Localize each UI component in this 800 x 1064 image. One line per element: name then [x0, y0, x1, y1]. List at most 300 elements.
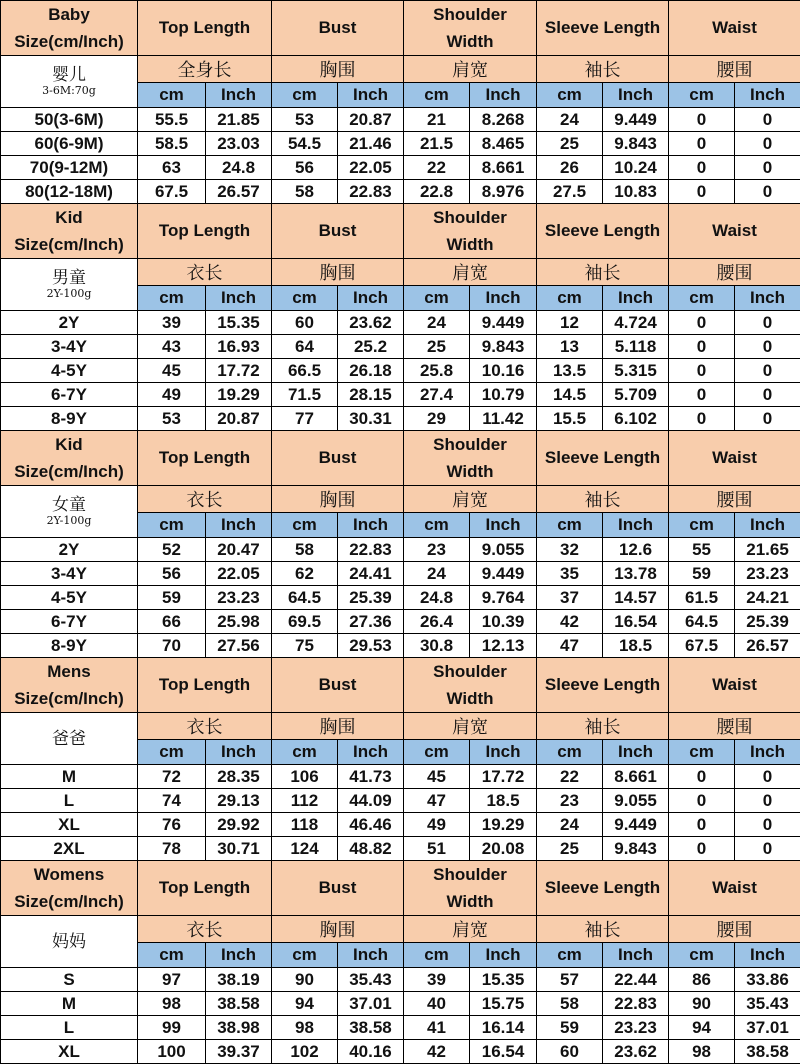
section-label-top: Baby [48, 5, 90, 24]
size-name-cell: 6-7Y [1, 610, 138, 634]
table-row [1, 359, 800, 383]
section-header-row [1, 1, 800, 56]
measurement-cell: 58.5 [138, 132, 206, 156]
measurement-cell: 56 [138, 562, 206, 586]
measurement-cell: 0 [669, 132, 735, 156]
measurement-cell: 28.35 [206, 765, 272, 789]
section-header-row [1, 861, 800, 916]
measurement-cell: 9.843 [470, 335, 537, 359]
measurement-cell: 0 [669, 108, 735, 132]
section-size-label [1, 204, 138, 259]
measurement-cell: 52 [138, 538, 206, 562]
section-chinese-row [1, 713, 800, 740]
measurement-cell: 47 [537, 634, 603, 658]
size-name-cell: M [1, 765, 138, 789]
measurement-cell: 19.29 [206, 383, 272, 407]
chinese-column-header: 全身长 [138, 56, 272, 83]
measurement-cell: 38.58 [206, 992, 272, 1016]
section-sub-label-weight: 2Y-100g [46, 286, 92, 300]
measurement-cell: 5.315 [603, 359, 669, 383]
unit-cell: cm [272, 513, 338, 538]
measurement-cell: 66 [138, 610, 206, 634]
measurement-cell: 118 [272, 813, 338, 837]
size-name-cell: 8-9Y [1, 407, 138, 431]
chinese-column-header: 腰围 [669, 916, 800, 943]
measurement-cell: 20.08 [470, 837, 537, 861]
column-header: Top Length [138, 861, 272, 916]
chinese-column-header: 衣长 [138, 713, 272, 740]
section-sub-label [1, 713, 138, 765]
chinese-column-header: 腰围 [669, 486, 800, 513]
measurement-cell: 24.41 [338, 562, 404, 586]
chinese-column-header: 袖长 [537, 713, 669, 740]
measurement-cell: 14.5 [537, 383, 603, 407]
measurement-cell: 0 [735, 335, 800, 359]
table-row [1, 156, 800, 180]
measurement-cell: 44.09 [338, 789, 404, 813]
unit-cell: Inch [603, 740, 669, 765]
section-label-bottom: Size(cm/Inch) [14, 235, 124, 254]
measurement-cell: 62 [272, 562, 338, 586]
measurement-cell: 24.8 [206, 156, 272, 180]
section-sub-label-text: 婴儿 [52, 64, 86, 85]
measurement-cell: 23.62 [603, 1040, 669, 1064]
chinese-column-header: 衣长 [138, 916, 272, 943]
chinese-column-header: 衣长 [138, 486, 272, 513]
measurement-cell: 25.39 [338, 586, 404, 610]
measurement-cell: 29.92 [206, 813, 272, 837]
section-label-bottom: Size(cm/Inch) [14, 689, 124, 708]
measurement-cell: 30.31 [338, 407, 404, 431]
measurement-cell: 58 [272, 180, 338, 204]
measurement-cell: 37.01 [338, 992, 404, 1016]
column-header [404, 204, 537, 259]
measurement-cell: 16.54 [470, 1040, 537, 1064]
measurement-cell: 9.764 [470, 586, 537, 610]
measurement-cell: 0 [735, 156, 800, 180]
column-header: Top Length [138, 658, 272, 713]
table-row [1, 610, 800, 634]
table-row [1, 1016, 800, 1040]
table-row [1, 180, 800, 204]
measurement-cell: 75 [272, 634, 338, 658]
section-sub-label [1, 56, 138, 108]
measurement-cell: 22.83 [603, 992, 669, 1016]
measurement-cell: 9.055 [603, 789, 669, 813]
measurement-cell: 39.37 [206, 1040, 272, 1064]
measurement-cell: 16.14 [470, 1016, 537, 1040]
size-name-cell: 3-4Y [1, 335, 138, 359]
unit-cell: cm [537, 513, 603, 538]
measurement-cell: 53 [272, 108, 338, 132]
measurement-cell: 27.5 [537, 180, 603, 204]
unit-cell: Inch [338, 740, 404, 765]
size-name-cell: 2Y [1, 538, 138, 562]
column-header: Waist [669, 431, 800, 486]
measurement-cell: 10.24 [603, 156, 669, 180]
unit-cell: Inch [735, 943, 800, 968]
table-row [1, 538, 800, 562]
measurement-cell: 0 [735, 359, 800, 383]
measurement-cell: 59 [537, 1016, 603, 1040]
measurement-cell: 12 [537, 311, 603, 335]
chinese-column-header: 袖长 [537, 486, 669, 513]
measurement-cell: 72 [138, 765, 206, 789]
measurement-cell: 9.055 [470, 538, 537, 562]
unit-cell: cm [404, 740, 470, 765]
measurement-cell: 90 [669, 992, 735, 1016]
measurement-cell: 23.62 [338, 311, 404, 335]
measurement-cell: 10.39 [470, 610, 537, 634]
column-header: Bust [272, 658, 404, 713]
measurement-cell: 69.5 [272, 610, 338, 634]
measurement-cell: 37 [537, 586, 603, 610]
unit-cell: cm [537, 286, 603, 311]
unit-cell: cm [138, 740, 206, 765]
measurement-cell: 0 [669, 335, 735, 359]
section-label-top: Kid [55, 208, 83, 227]
measurement-cell: 26.18 [338, 359, 404, 383]
section-label-bottom: Size(cm/Inch) [14, 462, 124, 481]
measurement-cell: 55 [669, 538, 735, 562]
measurement-cell: 71.5 [272, 383, 338, 407]
measurement-cell: 33.86 [735, 968, 800, 992]
measurement-cell: 9.449 [470, 562, 537, 586]
measurement-cell: 8.661 [470, 156, 537, 180]
measurement-cell: 0 [735, 407, 800, 431]
measurement-cell: 24 [537, 813, 603, 837]
unit-cell: Inch [735, 83, 800, 108]
measurement-cell: 26.57 [206, 180, 272, 204]
measurement-cell: 42 [404, 1040, 470, 1064]
measurement-cell: 98 [272, 1016, 338, 1040]
measurement-cell: 0 [669, 180, 735, 204]
measurement-cell: 10.79 [470, 383, 537, 407]
measurement-cell: 38.58 [338, 1016, 404, 1040]
section-label-top: Mens [47, 662, 91, 681]
measurement-cell: 76 [138, 813, 206, 837]
section-label-bottom: Size(cm/Inch) [14, 892, 124, 911]
unit-cell: Inch [206, 286, 272, 311]
section-chinese-row [1, 916, 800, 943]
size-name-cell: L [1, 789, 138, 813]
column-header-line: Shoulder [433, 208, 507, 227]
column-header: Sleeve Length [537, 1, 669, 56]
measurement-cell: 35.43 [338, 968, 404, 992]
measurement-cell: 13.78 [603, 562, 669, 586]
measurement-cell: 27.56 [206, 634, 272, 658]
column-header-line: Width [446, 892, 494, 911]
section-sub-label-weight: 3-6M:70g [42, 83, 96, 97]
unit-cell: Inch [338, 943, 404, 968]
unit-cell: Inch [338, 286, 404, 311]
chinese-column-header: 衣长 [138, 259, 272, 286]
measurement-cell: 9.449 [603, 813, 669, 837]
section-size-label [1, 431, 138, 486]
unit-cell: Inch [338, 513, 404, 538]
measurement-cell: 23.23 [735, 562, 800, 586]
measurement-cell: 0 [735, 813, 800, 837]
unit-cell: cm [138, 286, 206, 311]
measurement-cell: 112 [272, 789, 338, 813]
measurement-cell: 17.72 [206, 359, 272, 383]
size-name-cell: 8-9Y [1, 634, 138, 658]
size-name-cell: 2XL [1, 837, 138, 861]
column-header: Sleeve Length [537, 431, 669, 486]
measurement-cell: 0 [669, 359, 735, 383]
section-header-row [1, 658, 800, 713]
table-row [1, 586, 800, 610]
size-name-cell: L [1, 1016, 138, 1040]
section-sub-label [1, 259, 138, 311]
section-label-top: Womens [33, 865, 105, 884]
measurement-cell: 61.5 [669, 586, 735, 610]
unit-cell: Inch [206, 943, 272, 968]
measurement-cell: 23.03 [206, 132, 272, 156]
unit-cell: Inch [735, 513, 800, 538]
chinese-column-header: 腰围 [669, 259, 800, 286]
table-row [1, 968, 800, 992]
measurement-cell: 0 [735, 108, 800, 132]
measurement-cell: 0 [735, 789, 800, 813]
measurement-cell: 23.23 [603, 1016, 669, 1040]
measurement-cell: 47 [404, 789, 470, 813]
measurement-cell: 25 [537, 132, 603, 156]
measurement-cell: 98 [669, 1040, 735, 1064]
measurement-cell: 0 [735, 311, 800, 335]
measurement-cell: 15.35 [470, 968, 537, 992]
size-name-cell: 2Y [1, 311, 138, 335]
measurement-cell: 0 [735, 383, 800, 407]
measurement-cell: 6.102 [603, 407, 669, 431]
measurement-cell: 0 [669, 156, 735, 180]
unit-cell: cm [537, 83, 603, 108]
measurement-cell: 41 [404, 1016, 470, 1040]
table-row [1, 992, 800, 1016]
unit-cell: cm [404, 83, 470, 108]
measurement-cell: 38.19 [206, 968, 272, 992]
measurement-cell: 30.71 [206, 837, 272, 861]
measurement-cell: 22.44 [603, 968, 669, 992]
table-row [1, 132, 800, 156]
measurement-cell: 29.13 [206, 789, 272, 813]
measurement-cell: 0 [669, 407, 735, 431]
measurement-cell: 46.46 [338, 813, 404, 837]
unit-cell: cm [138, 513, 206, 538]
size-name-cell: 50(3-6M) [1, 108, 138, 132]
measurement-cell: 40 [404, 992, 470, 1016]
measurement-cell: 14.57 [603, 586, 669, 610]
unit-cell: Inch [470, 286, 537, 311]
measurement-cell: 45 [404, 765, 470, 789]
measurement-cell: 27.4 [404, 383, 470, 407]
unit-cell: cm [272, 943, 338, 968]
measurement-cell: 22.05 [206, 562, 272, 586]
measurement-cell: 77 [272, 407, 338, 431]
chinese-column-header: 肩宽 [404, 56, 537, 83]
column-header: Top Length [138, 431, 272, 486]
measurement-cell: 78 [138, 837, 206, 861]
measurement-cell: 10.83 [603, 180, 669, 204]
measurement-cell: 20.87 [206, 407, 272, 431]
measurement-cell: 48.82 [338, 837, 404, 861]
measurement-cell: 25.98 [206, 610, 272, 634]
column-header-line: Shoulder [433, 435, 507, 454]
measurement-cell: 8.268 [470, 108, 537, 132]
chinese-column-header: 腰围 [669, 56, 800, 83]
measurement-cell: 24 [404, 562, 470, 586]
measurement-cell: 38.58 [735, 1040, 800, 1064]
chinese-column-header: 肩宽 [404, 486, 537, 513]
measurement-cell: 64.5 [272, 586, 338, 610]
chinese-column-header: 胸围 [272, 916, 404, 943]
table-row [1, 108, 800, 132]
measurement-cell: 74 [138, 789, 206, 813]
table-row [1, 1040, 800, 1064]
measurement-cell: 0 [669, 311, 735, 335]
measurement-cell: 124 [272, 837, 338, 861]
measurement-cell: 0 [669, 383, 735, 407]
measurement-cell: 58 [537, 992, 603, 1016]
measurement-cell: 21.5 [404, 132, 470, 156]
measurement-cell: 53 [138, 407, 206, 431]
table-row [1, 837, 800, 861]
measurement-cell: 21.85 [206, 108, 272, 132]
size-name-cell: 70(9-12M) [1, 156, 138, 180]
measurement-cell: 102 [272, 1040, 338, 1064]
measurement-cell: 20.47 [206, 538, 272, 562]
measurement-cell: 56 [272, 156, 338, 180]
measurement-cell: 25.2 [338, 335, 404, 359]
measurement-cell: 26.4 [404, 610, 470, 634]
table-row [1, 789, 800, 813]
unit-cell: cm [669, 83, 735, 108]
measurement-cell: 57 [537, 968, 603, 992]
unit-cell: cm [669, 740, 735, 765]
unit-cell: cm [404, 286, 470, 311]
measurement-cell: 64 [272, 335, 338, 359]
measurement-cell: 59 [669, 562, 735, 586]
measurement-cell: 97 [138, 968, 206, 992]
measurement-cell: 67.5 [138, 180, 206, 204]
measurement-cell: 22 [404, 156, 470, 180]
measurement-cell: 39 [138, 311, 206, 335]
section-size-label [1, 861, 138, 916]
measurement-cell: 15.75 [470, 992, 537, 1016]
table-row [1, 311, 800, 335]
unit-cell: Inch [603, 943, 669, 968]
measurement-cell: 58 [272, 538, 338, 562]
measurement-cell: 30.8 [404, 634, 470, 658]
measurement-cell: 9.843 [603, 837, 669, 861]
measurement-cell: 0 [669, 789, 735, 813]
measurement-cell: 24 [404, 311, 470, 335]
measurement-cell: 94 [669, 1016, 735, 1040]
measurement-cell: 22.83 [338, 180, 404, 204]
measurement-cell: 15.5 [537, 407, 603, 431]
section-chinese-row [1, 56, 800, 83]
measurement-cell: 54.5 [272, 132, 338, 156]
measurement-cell: 29.53 [338, 634, 404, 658]
measurement-cell: 24.21 [735, 586, 800, 610]
column-header: Waist [669, 204, 800, 259]
section-sub-label-weight: 2Y-100g [46, 513, 92, 527]
column-header: Bust [272, 1, 404, 56]
measurement-cell: 28.15 [338, 383, 404, 407]
table-row [1, 383, 800, 407]
measurement-cell: 5.118 [603, 335, 669, 359]
measurement-cell: 11.42 [470, 407, 537, 431]
chinese-column-header: 袖长 [537, 916, 669, 943]
column-header: Waist [669, 658, 800, 713]
column-header: Sleeve Length [537, 204, 669, 259]
column-header [404, 1, 537, 56]
chinese-column-header: 肩宽 [404, 713, 537, 740]
measurement-cell: 35.43 [735, 992, 800, 1016]
measurement-cell: 26 [537, 156, 603, 180]
size-name-cell: 3-4Y [1, 562, 138, 586]
column-header-line: Shoulder [433, 662, 507, 681]
measurement-cell: 35 [537, 562, 603, 586]
measurement-cell: 16.93 [206, 335, 272, 359]
section-sub-label [1, 916, 138, 968]
measurement-cell: 23 [537, 789, 603, 813]
measurement-cell: 63 [138, 156, 206, 180]
unit-cell: cm [272, 740, 338, 765]
measurement-cell: 64.5 [669, 610, 735, 634]
size-name-cell: 6-7Y [1, 383, 138, 407]
unit-cell: cm [272, 286, 338, 311]
chinese-column-header: 胸围 [272, 713, 404, 740]
measurement-cell: 18.5 [603, 634, 669, 658]
measurement-cell: 9.843 [603, 132, 669, 156]
chinese-column-header: 袖长 [537, 259, 669, 286]
column-header: Top Length [138, 1, 272, 56]
column-header: Top Length [138, 204, 272, 259]
column-header: Sleeve Length [537, 658, 669, 713]
measurement-cell: 9.449 [603, 108, 669, 132]
measurement-cell: 12.13 [470, 634, 537, 658]
section-size-label [1, 658, 138, 713]
section-header-row [1, 204, 800, 259]
measurement-cell: 67.5 [669, 634, 735, 658]
measurement-cell: 18.5 [470, 789, 537, 813]
measurement-cell: 22.8 [404, 180, 470, 204]
measurement-cell: 66.5 [272, 359, 338, 383]
measurement-cell: 0 [735, 837, 800, 861]
unit-cell: Inch [470, 740, 537, 765]
measurement-cell: 21.46 [338, 132, 404, 156]
measurement-cell: 90 [272, 968, 338, 992]
measurement-cell: 5.709 [603, 383, 669, 407]
measurement-cell: 8.976 [470, 180, 537, 204]
unit-cell: cm [537, 943, 603, 968]
measurement-cell: 19.29 [470, 813, 537, 837]
measurement-cell: 21.65 [735, 538, 800, 562]
unit-cell: cm [138, 943, 206, 968]
unit-cell: Inch [735, 740, 800, 765]
size-name-cell: S [1, 968, 138, 992]
measurement-cell: 22.05 [338, 156, 404, 180]
chinese-column-header: 胸围 [272, 486, 404, 513]
measurement-cell: 0 [735, 132, 800, 156]
measurement-cell: 15.35 [206, 311, 272, 335]
measurement-cell: 51 [404, 837, 470, 861]
column-header-line: Shoulder [433, 865, 507, 884]
column-header-line: Width [446, 462, 494, 481]
measurement-cell: 39 [404, 968, 470, 992]
chinese-column-header: 肩宽 [404, 259, 537, 286]
